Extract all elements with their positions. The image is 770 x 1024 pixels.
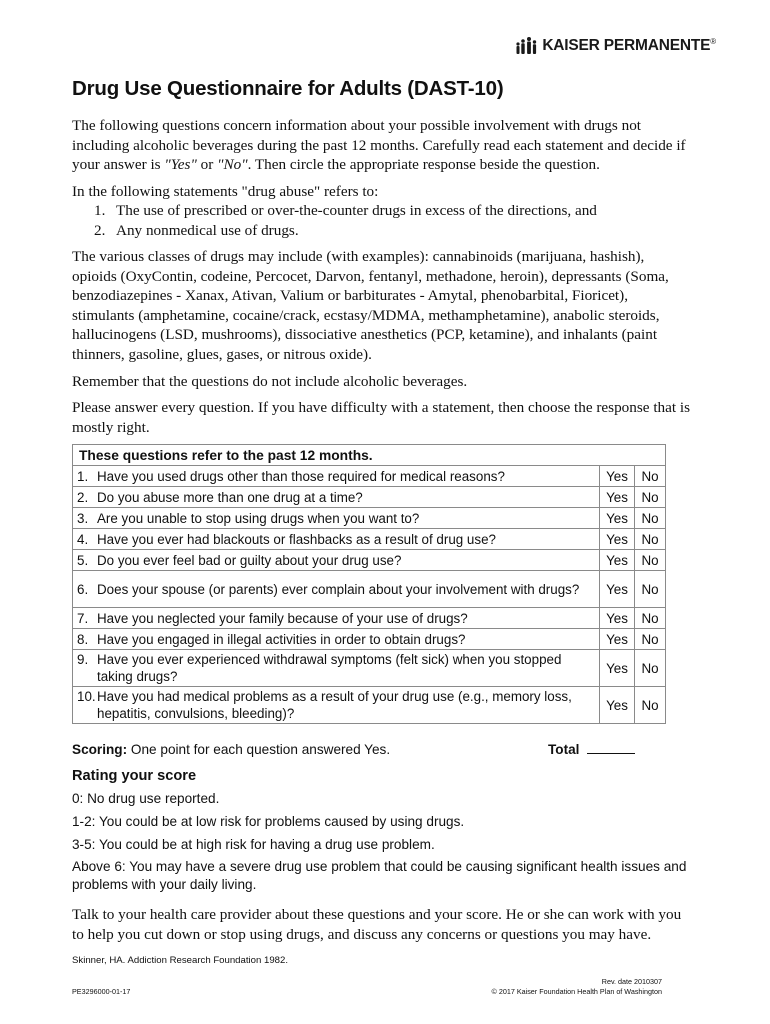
total-label: Total — [548, 742, 580, 757]
kaiser-permanente-logo — [515, 36, 716, 56]
yes-option[interactable]: Yes — [600, 508, 635, 529]
answer-instructions: Please answer every question. If you have difficulty with a statement, then choose the response that is mostly right. — [72, 399, 691, 436]
brand-name: KAISER PERMANENTE® — [542, 36, 716, 55]
table-row: 6. Does your spouse (or parents) ever complain about your involvement with drugs? Yes No — [73, 571, 666, 608]
question-text: Do you ever feel bad or guilty about your drug use? — [97, 552, 402, 568]
yes-option[interactable]: Yes — [600, 687, 635, 724]
question-text: Are you unable to stop using drugs when you want to? — [97, 510, 420, 526]
question-text: Have you engaged in illegal activities in order to obtain drugs? — [97, 631, 466, 647]
table-row: 3. Are you unable to stop using drugs when you want to? Yes No — [73, 508, 666, 529]
scoring-note: Scoring: One point for each question answered Yes. — [72, 742, 391, 757]
yes-option[interactable]: Yes — [600, 629, 635, 650]
total-blank-line[interactable] — [587, 741, 635, 754]
kaiser-figures-icon — [515, 36, 537, 56]
yes-option[interactable]: Yes — [600, 608, 635, 629]
document-code: PE3296000-01-17 — [72, 987, 131, 996]
question-text: Do you abuse more than one drug at a time? — [97, 489, 363, 505]
no-option[interactable]: No — [635, 529, 666, 550]
list-item: 2. Any nonmedical use of drugs. — [94, 221, 299, 239]
no-option[interactable]: No — [635, 629, 666, 650]
yes-option[interactable]: Yes — [600, 487, 635, 508]
no-option[interactable]: No — [635, 650, 666, 687]
questions-table — [72, 444, 666, 724]
table-header: These questions refer to the past 12 months. — [73, 445, 666, 466]
rating-item: 1-2: You could be at low risk for problems caused by using drugs. — [72, 814, 465, 829]
table-row: 5. Do you ever feel bad or guilty about your drug use? Yes No — [73, 550, 666, 571]
table-row: 2. Do you abuse more than one drug at a time? Yes No — [73, 487, 666, 508]
no-option[interactable]: No — [635, 608, 666, 629]
table-row: 4. Have you ever had blackouts or flashbacks as a result of drug use? Yes No — [73, 529, 666, 550]
reference-citation: Skinner, HA. Addiction Research Foundation 1982. — [72, 955, 288, 966]
table-row: 9. Have you ever experienced withdrawal symptoms (felt sick) when you stopped taking drugs? Yes No — [73, 650, 666, 687]
copyright: © 2017 Kaiser Foundation Health Plan of Washington — [491, 986, 662, 996]
intro-paragraph: The following questions concern information about your possible involvement with drugs not including alcoholic beverages during the past 12 months. Carefully read each statement and decide if your answer is "Yes" or "No". Then circle the appropriate response beside the question. — [72, 117, 686, 173]
yes-option[interactable]: Yes — [600, 466, 635, 487]
rating-item: 0: No drug use reported. — [72, 791, 220, 806]
question-text: Have you ever had blackouts or flashbacks as a result of drug use? — [97, 531, 496, 547]
drug-classes-paragraph: The various classes of drugs may include (with examples): cannabinoids (marijuana, hashish), opioids (OxyContin, codeine, Percocet, Darvon, fentanyl, methadone, heroin), depressants (Soma, benzodiazepines - Xanax, Ativan, Valium or barbiturates - Amytal, phenobarbital, Fioricet), stimulants (amphetamine, cocaine/crack, ecstasy/MDMA, methamphetamine), anabolic steroids, hallucinogens (LSD, mushrooms), dissociative anesthetics (PCP, ketamine), and inhalants (paint thinners, gasoline, glues, gases, or nitrous oxide). — [72, 248, 669, 363]
revision-date: Rev. date 2010307 — [601, 977, 662, 986]
page-title: Drug Use Questionnaire for Adults (DAST-10) — [72, 77, 504, 100]
rating-item: Above 6: You may have a severe drug use problem that could be causing significant health issues and problems with your daily living. — [72, 859, 687, 892]
no-option[interactable]: No — [635, 687, 666, 724]
yes-option[interactable]: Yes — [600, 550, 635, 571]
talk-to-provider-paragraph: Talk to your health care provider about these questions and your score. He or she can work with you to help you cut down or stop using drugs, and discuss any concerns or questions you may have. — [72, 906, 682, 943]
question-text: Have you neglected your family because of your use of drugs? — [97, 610, 468, 626]
question-text: Have you had medical problems as a result of your drug use (e.g., memory loss, hepatitis, convulsions, bleeding)? — [97, 689, 572, 721]
no-option[interactable]: No — [635, 487, 666, 508]
table-row: 7. Have you neglected your family because of your use of drugs? Yes No — [73, 608, 666, 629]
question-text: Have you used drugs other than those required for medical reasons? — [97, 468, 505, 484]
rating-title: Rating your score — [72, 768, 197, 784]
no-option[interactable]: No — [635, 508, 666, 529]
question-text: Have you ever experienced withdrawal symptoms (felt sick) when you stopped taking drugs? — [97, 652, 562, 684]
table-row: 1. Have you used drugs other than those required for medical reasons? Yes No — [73, 466, 666, 487]
total-field[interactable] — [548, 741, 635, 759]
no-option[interactable]: No — [635, 571, 666, 608]
no-option[interactable]: No — [635, 466, 666, 487]
list-item: 1. The use of prescribed or over-the-counter drugs in excess of the directions, and — [94, 202, 597, 219]
footer-right — [492, 977, 662, 996]
yes-option[interactable]: Yes — [600, 571, 635, 608]
drug-abuse-definition-lead: In the following statements "drug abuse" refers to: — [72, 183, 379, 200]
drug-abuse-definition-list — [94, 201, 597, 240]
question-text: Does your spouse (or parents) ever complain about your involvement with drugs? — [97, 581, 580, 597]
table-row: 10. Have you had medical problems as a result of your drug use (e.g., memory loss, hepatitis, convulsions, bleeding)? Yes No — [73, 687, 666, 724]
table-row: 8. Have you engaged in illegal activities in order to obtain drugs? Yes No — [73, 629, 666, 650]
rating-item: 3-5: You could be at high risk for having a drug use problem. — [72, 837, 435, 852]
yes-option[interactable]: Yes — [600, 650, 635, 687]
yes-option[interactable]: Yes — [600, 529, 635, 550]
remember-note: Remember that the questions do not include alcoholic beverages. — [72, 373, 468, 390]
no-option[interactable]: No — [635, 550, 666, 571]
